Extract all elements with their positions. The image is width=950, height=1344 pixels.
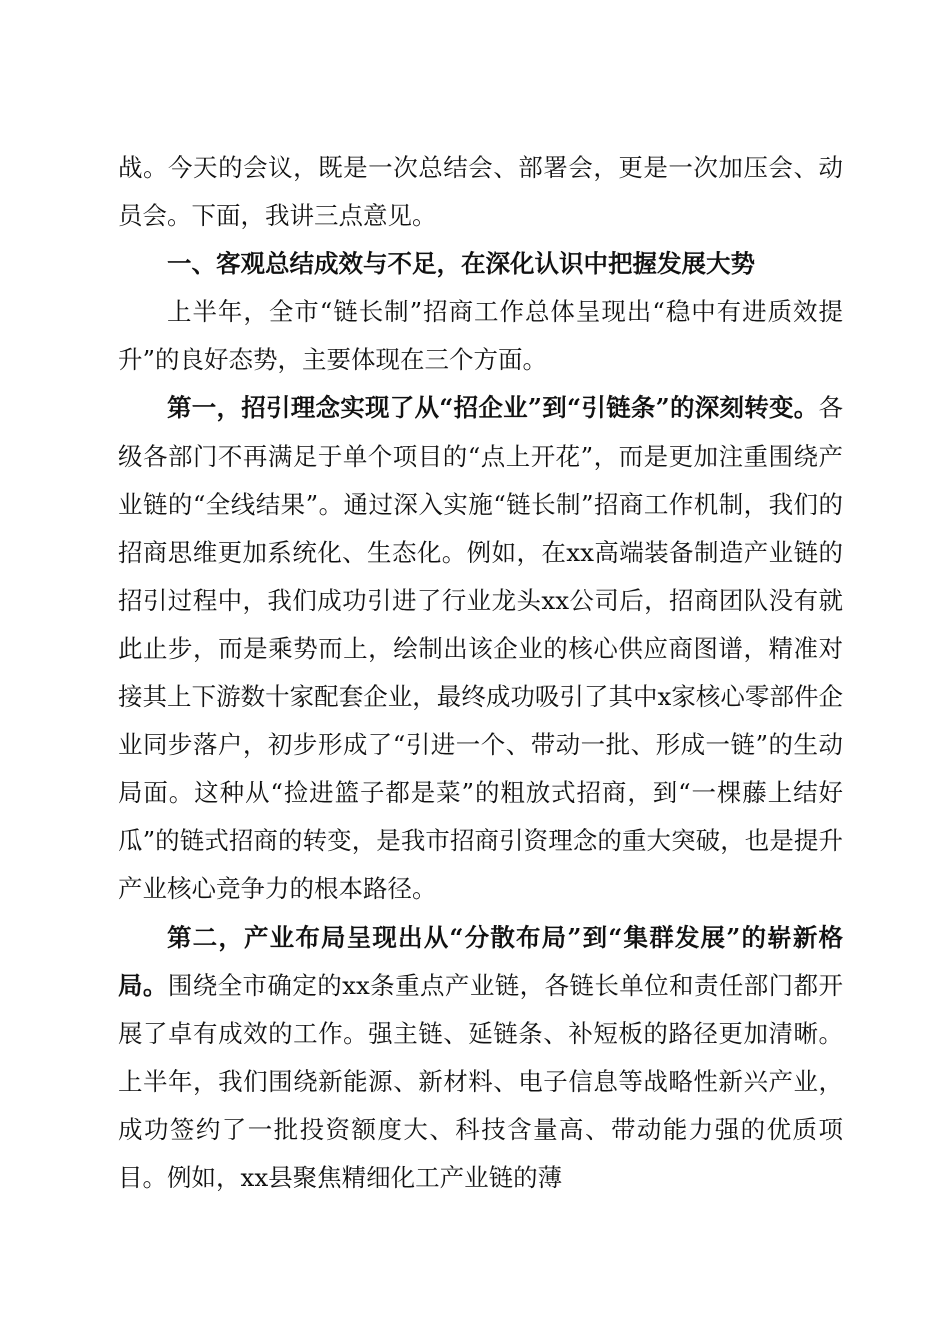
paragraph-text: 战。今天的会议，既是一次总结会、部署会，更是一次加压会、动员会。下面，我讲三点意见。 [118, 153, 843, 231]
paragraph-text: 围绕全市确定的xx条重点产业链，各链长单位和责任部门都开展了卓有成效的工作。强主链、延链条、补短板的路径更加清晰。上半年，我们围绕新能源、新材料、电子信息等战略性新兴产业，成功签约了一批投资额度大、科技含量高、带动能力强的优质项目。例如，xx县聚焦精细化工产业链的薄 [118, 970, 843, 1192]
document-body [118, 144, 843, 1202]
paragraph-text: 各级各部门不再满足于单个项目的“点上开花”，而是更加注重围绕产业链的“全线结果”。通过深入实施“链长制”招商工作机制，我们的招商思维更加系统化、生态化。例如，在xx高端装备制造产业链的招引过程中，我们成功引进了行业龙头xx公司后，招商团队没有就此止步，而是乘势而上，绘制出该企业的核心供应商图谱，精准对接其上下游数十家配套企业，最终成功吸引了其中x家核心零部件企业同步落户，初步形成了“引进一个、带动一批、形成一链”的生动局面。这种从“捡进篮子都是菜”的粗放式招商，到“一棵藤上结好瓜”的链式招商的转变，是我市招商引资理念的重大突破，也是提升产业核心竞争力的根本路径。 [118, 393, 843, 904]
paragraph-point-two [118, 914, 843, 1203]
paragraph-overview [118, 288, 843, 384]
paragraph-point-one [118, 384, 843, 913]
paragraph-text: 上半年，全市“链长制”招商工作总体呈现出“稳中有进质效提升”的良好态势，主要体现在三个方面。 [118, 297, 843, 375]
paragraph-lead-sentence: 第二，产业布局呈现出从“分散布局”到“集群发展”的崭新格局。 [118, 922, 843, 1000]
paragraph-continuation [118, 144, 843, 240]
paragraph-lead-sentence: 第一，招引理念实现了从“招企业”到“引链条”的深刻转变。 [167, 393, 819, 423]
section-heading [118, 240, 843, 288]
section-heading-text: 一、客观总结成效与不足，在深化认识中把握发展大势 [167, 249, 755, 279]
